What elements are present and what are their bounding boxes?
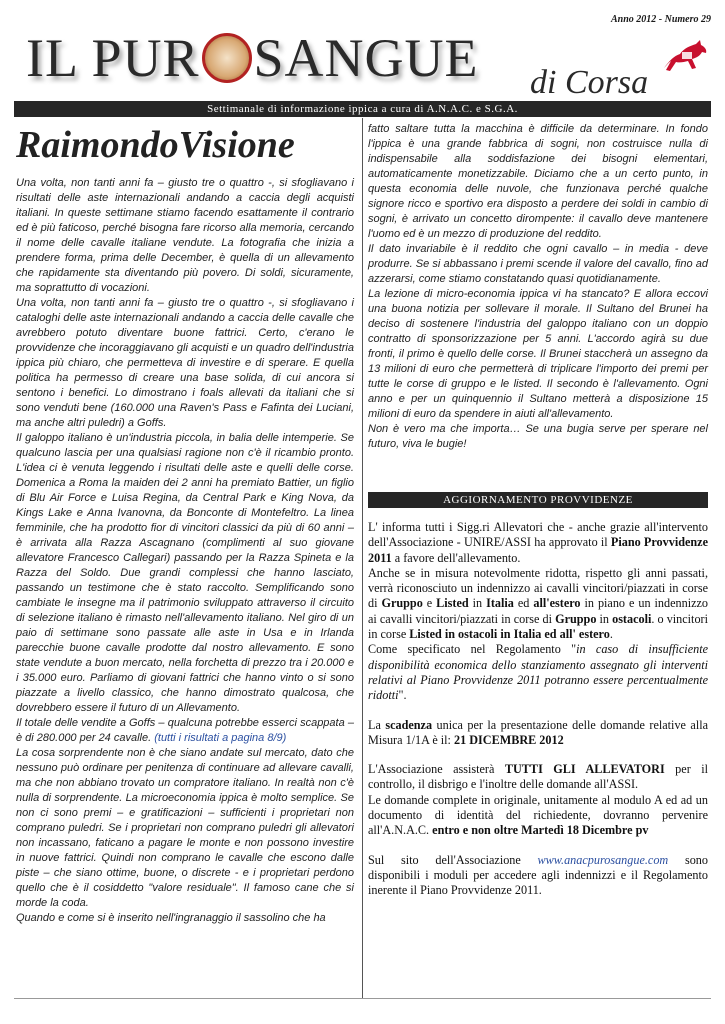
- bold-text: Listed in ostacoli in Italia ed all' estero: [409, 627, 610, 642]
- text: Sul sito dell'Associazione: [368, 852, 538, 867]
- bold-text: ostacoli: [612, 611, 652, 626]
- masthead-banner: Settimanale di informazione ippica a cura di A.N.A.C. e S.G.A.: [14, 101, 711, 117]
- text: e: [422, 596, 437, 611]
- bold-text: scadenza: [385, 717, 433, 732]
- website-link[interactable]: www.anacpurosangue.com: [537, 852, 669, 867]
- text: Le domande complete in originale, unitamente al modulo A ed ad un documento di identità del richiedente, dovranno pervenire all'A.N.A.C.: [368, 792, 708, 838]
- bold-text: TUTTI GLI ALLEVATORI: [504, 762, 665, 777]
- prov-paragraph-1: [368, 520, 708, 566]
- galloping-horse-logo-icon: [660, 38, 710, 78]
- article-paragraph: fatto saltare tutta la macchina è difficile da determinare. In fondo l'ippica è una grande fabbrica di sogni, non costruisce nulla di indispensabile alla soddisfazione dei bisogni elementari, automaticamente monetizzabile. Diciamo che a un certo punto, in questa economia delle nuvole, che funzionava perché qualche signore ricco e sportivo era disposto a perdere dei soldi in cambio di sogni, è arrivato un concetto dirompente: il cavallo deve mantenere l'uomo ed è un mezzo di produzione del reddito.: [368, 123, 708, 240]
- deadline-date: 21 DICEMBRE 2012: [453, 732, 564, 747]
- article-paragraph: Il galoppo italiano è un'industria piccola, in balia delle intemperie. Se qualcuno lascia per una qualsiasi ragione non c'è il ricambio pronto. L'idea ci è venuta leggendo i risultati delle aste e quelli delle corse. Domenica a Roma la maiden dei 2 anni ha premiato Battier, un figlio di Blu Air Force e Luisa Regina, da Central Park e King Nova, da Kings Lake e Anna Ivanovna, da Bonconte di Montefeltro. La linea femminile, che ha prodotto fior di vincitori classici da più di 60 anni – è arrivata alla Razza Ascagnano (complimenti al suo giovane allevatore Francesco Callegari) passando per la Razza Spineta e la Razza del Soldo. Due grandi complessi che hanno lasciato, passando un testimone che è stato raccolto. Semplificando sono cambiate le insegne ma il patrimonio sviluppato attraverso il circuito di selezione italiano è rimasto nell'allevamento italiano. Nel giro di un paio di settimane sono passate alle aste in Usa e in Irlanda parecchie buone cavalle prodotte dal nostro allevamento. E sono state vendute a buon mercato, nella forchetta di prezzo tra i 20.000 e i 35.000 euro. Parliamo di giovani fattrici che hanno vinto o si sono piazzate a livello classico, che hanno dimostrato qualcosa, che dovrebbero essere il futuro di un Allevamento.: [16, 432, 354, 714]
- text: in piano e un indennizzo ai cavalli vincitori/piazzati in corse di: [368, 596, 709, 626]
- text: in: [468, 596, 487, 611]
- bold-text: Italia: [486, 596, 514, 611]
- provvidenze-section-title: AGGIORNAMENTO PROVVIDENZE: [368, 492, 708, 508]
- bold-text: entro e non oltre Martedì 18 Dicembre pv: [432, 823, 649, 838]
- article-paragraph: La lezione di micro-economia ippica vi ha stancato? E allora eccovi una buona notizia per sollevare il morale. Il Sultano del Brunei ha deciso di sostenere l'industria del galoppo italiano con un doppio contratto di sponsorizzazione per 5 anni. L'accordo agirà su due fronti, il primo è quello delle corse. Il Brunei staccherà un assegno da 13 milioni di euro che permetterà di triplicare l'importo dei premi per tutte le corse di gruppo e le listed. Il secondo è l'allevamento. Ogni anno e per un quinquennio il Sultano metterà a disposizione 15 milioni di euro da spendere in aiuti all'allevamento.: [368, 288, 708, 420]
- prov-paragraph-5: [368, 762, 708, 793]
- article-paragraph: Quando e come si è inserito nell'ingranaggio il sassolino che ha: [16, 912, 326, 924]
- bold-text: all'estero: [533, 596, 581, 611]
- italic-text: in caso di insufficiente disponibilità economica dello stanziamento assegnato gli interventi relativi al Piano Provvidenze 2011 potranno essere percentualmente ridotti: [368, 642, 708, 703]
- article-paragraph-with-link: [16, 716, 354, 746]
- text: ".: [398, 688, 407, 703]
- title-part-1: IL PUR: [26, 28, 200, 88]
- column-divider: [362, 118, 363, 998]
- article-column-right: [368, 122, 708, 899]
- text: .: [609, 627, 613, 642]
- text: L'Associazione assisterà: [368, 762, 505, 777]
- prov-paragraph-4: [368, 718, 708, 749]
- bold-text: Gruppo: [555, 611, 597, 626]
- text: a favore dell'allevamento.: [391, 550, 521, 565]
- article-column-left: [16, 122, 354, 926]
- footer-rule: [14, 998, 711, 999]
- text: unica per la presentazione delle domande relative alla Misura 1/1A è il:: [368, 717, 709, 747]
- article-paragraph: Non è vero ma che importa… Se una bugia serve per sperare nel futuro, viva le bugie!: [368, 423, 708, 450]
- text: La: [368, 717, 386, 732]
- article-paragraph: Una volta, non tanti anni fa – giusto tre o quattro -, si sfogliavano i cataloghi delle aste internazionali andando a caccia delle cavalle che avrebbero potuto diventare buone fattrici. Certo, c'erano le provvidenze che incoraggiavano gli acquisti e un quadro dell'industria ippica più chiaro, che permetteva di investire e di sperare. E quella politica ha permesso di creare una base solida, di cui ancora si sentono i benefici. Lo dimostrano i foals allevati da italiani che si sono venduti bene (160.000 una Raven's Pass e Fafinta dei Luciani, ma anche altri puledri) a Goffs.: [16, 297, 354, 429]
- prov-paragraph-2: [368, 566, 708, 642]
- text: ed: [513, 596, 534, 611]
- article-text: Il totale delle vendite a Goffs – qualcuna potrebbe esserci scappata – è di 280.000 per 24 cavalle.: [16, 717, 354, 744]
- bold-text: Piano Provvidenze 2011: [368, 535, 708, 565]
- bold-text: Listed: [436, 596, 469, 611]
- prov-paragraph-7: [368, 853, 708, 899]
- masthead-title: [26, 28, 479, 89]
- horse-medallion-icon: [202, 33, 252, 83]
- text: Anche se in misura notevolmente ridotta, rispetto gli anni passati, verrà riconosciuto un indennizzo ai cavalli vincitori/piazzati in corse di: [368, 565, 708, 611]
- text: in: [596, 611, 613, 626]
- bold-text: Gruppo: [381, 596, 423, 611]
- issue-label: Anno 2012 - Numero 29: [610, 14, 711, 25]
- article-paragraph: Il dato invariabile è il reddito che ogni cavallo – in media - deve produrre. Se si abbassano i premi scende il valore del cavallo, fino ad azzerarsi, come stiamo constatando quasi quotidianamente.: [368, 243, 708, 285]
- text: per il controllo, il disbrigo e l'inoltre delle domande all'ASSI.: [368, 762, 709, 792]
- text: . o vincitori in corse: [368, 611, 708, 642]
- title-part-2: SANGUE: [253, 28, 479, 88]
- article-paragraph: La cosa sorprendente non è che siano andate sul mercato, dato che nessuno può ordinare per penitenza di continuare ad allevare cavalli, ma che non abbiano trovato un compratore italiano. In realtà non c'è nulla di sorprendente. La microeconomia ippica è molto semplice. Se non ci sono premi – e gratificazioni – sufficienti i proprietari non comprano puledri. Se i proprietari non comprano puledri gli allevatori non incassano, faticano a pagare le monte e non possono investire in nuove fattrici. Quindi non comprano le cavalle che escono dalle piste – che siano ottime, buone, o discrete - e i proprietari perdono quello che è il cosiddetto "valore residuale". Il famoso cane che si morde la coda.: [16, 747, 354, 909]
- masthead: [20, 28, 710, 103]
- text: sono disponibili i moduli per accedere agli indennizzi e il Regolamento inerente il Piano Provvidenze 2011.: [368, 852, 708, 898]
- prov-paragraph-3: [368, 642, 708, 703]
- masthead-subtitle: di Corsa: [530, 64, 649, 101]
- prov-paragraph-6: [368, 793, 708, 839]
- text: L' informa tutti i Sigg.ri Allevatori che - anche grazie all'intervento dell'Associazione - UNIRE/ASSI ha approvato il: [368, 520, 708, 550]
- text: Come specificato nel Regolamento ": [368, 642, 577, 657]
- article-headline: RaimondoVisione: [16, 124, 295, 166]
- results-link[interactable]: (tutti i risultati a pagina 8/9): [154, 732, 287, 744]
- article-paragraph: Una volta, non tanti anni fa – giusto tre o quattro -, si sfogliavano i risultati delle aste internazionali andando a caccia degli acquisti italiani. In queste settimane stiamo facendo esattamente il contrario ed è più faticoso, perché bisogna fare ricorso alla memoria, cercando il nome delle cavalle italiane vendute. La fotografia che inizia a prendere forma, prima delle December, è quella di un allevamento che rapidamente sta diventando più povero. Di soldi, sicuramente, ma soprattutto di vocazioni.: [16, 177, 354, 294]
